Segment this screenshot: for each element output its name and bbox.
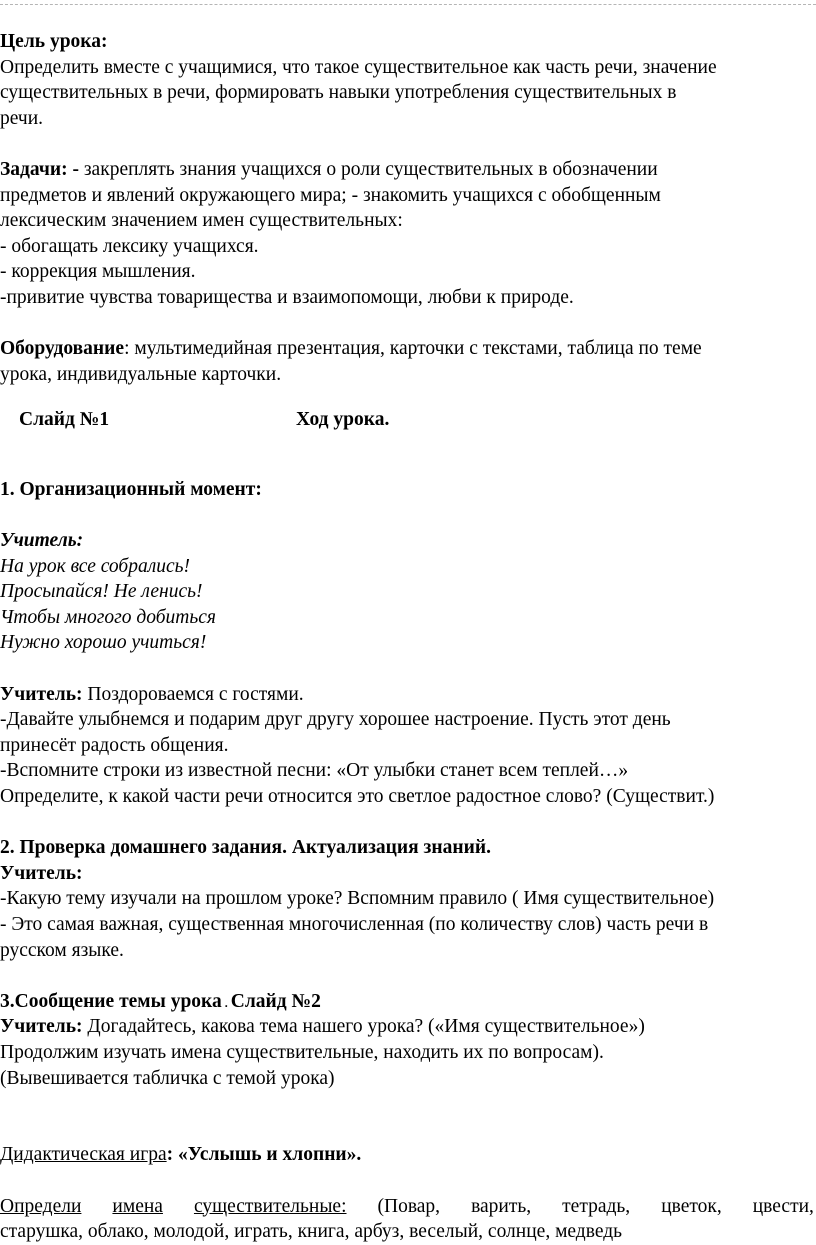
poem-line: Нужно хорошо учиться! (0, 632, 207, 654)
equipment-heading: Оборудование (0, 338, 125, 360)
game-label: Дидактическая игра (0, 1144, 167, 1166)
section1-line: -Давайте улыбнемся и подарим друг другу хорошее настроение. Пусть этот день (0, 709, 671, 731)
game-task-word: существительные: (193, 1195, 347, 1217)
game-word: цвести, (752, 1195, 814, 1217)
section3-teacher-line: Учитель: Догадайтесь, какова тема нашего урока? («Имя существительное») (0, 1016, 645, 1038)
section1-teacher2-label: Учитель: (0, 683, 83, 705)
section2-line: -Какую тему изучали на прошлом уроке? Вспомним правило ( Имя существительное) (0, 888, 715, 910)
lesson-progress-title: Ход урока. (296, 409, 390, 431)
game-title-line (0, 1142, 816, 1168)
goal-line: существительных в речи, формировать навыки употребления существительных в (0, 82, 677, 104)
game-task-word: Определи (0, 1195, 82, 1217)
game-word: цветок, (661, 1195, 722, 1217)
slide1-label: Слайд №1 (19, 409, 110, 431)
goal-heading: Цель урока: (0, 31, 108, 52)
game-word: варить, (471, 1195, 532, 1217)
game-task-line (0, 1194, 814, 1220)
poem-line: Просыпайся! Не ленись! (0, 581, 203, 603)
tasks-line: - обогащать лексику учащихся. (0, 235, 259, 257)
section3-line: Продолжим изучать имена существительные, находить их по вопросам). (0, 1041, 604, 1063)
tasks-first-line: Задачи: - закреплять знания учащихся о роли существительных в обозначении (0, 158, 658, 180)
section3-heading-row: 3.Сообщение темы урока . Слайд №2 (0, 990, 321, 1012)
section1-line: Определите, к какой части речи относится это светлое радостное слово? (Существит.) (0, 786, 715, 808)
page-top-border (0, 4, 816, 5)
slide2-label: Слайд №2 (230, 990, 321, 1012)
game-word: (Повар, (377, 1195, 441, 1217)
poem-line: Чтобы многого добиться (0, 606, 216, 628)
tasks-line: - коррекция мышления. (0, 261, 196, 283)
tasks-heading: Задачи: - (0, 158, 79, 180)
tasks-line: лексическим значением имен существительных: (0, 210, 403, 232)
section2-line: - Это самая важная, существенная многочисленная (по количеству слов) часть речи в (0, 914, 709, 935)
slide1-row (0, 407, 816, 433)
section3-heading: 3.Сообщение темы урока (0, 990, 222, 1012)
section3-teacher-label: Учитель: (0, 1016, 83, 1038)
section2-teacher-label: Учитель: (0, 862, 83, 884)
section1-teacher-line: Учитель: Поздороваемся с гостями. (0, 683, 304, 705)
section1-heading: 1. Организационный момент: (0, 478, 262, 500)
game-words-line: старушка, облако, молодой, играть, книга, арбуз, веселый, солнце, медведь (0, 1221, 623, 1243)
tasks-line: предметов и явлений окружающего мира; - знакомить учащихся с обобщенным (0, 184, 661, 206)
equipment-line: урока, индивидуальные карточки. (0, 363, 282, 385)
section1-teacher-label: Учитель: (0, 530, 84, 552)
goal-line: речи. (0, 107, 44, 129)
tasks-line: -привитие чувства товарищества и взаимопомощи, любви к природе. (0, 286, 574, 308)
section2-heading: 2. Проверка домашнего задания. Актуализация знаний. (0, 837, 491, 859)
game-title: : «Услышь и хлопни». (166, 1144, 362, 1166)
game-word: тетрадь, (562, 1195, 631, 1217)
section1-line: -Вспомните строки из известной песни: «От улыбки станет всем теплей…» (0, 760, 629, 782)
equipment-first-line: Оборудование: мультимедийная презентация, карточки с текстами, таблица по теме (0, 338, 702, 360)
poem-line: На урок все собрались! (0, 555, 190, 577)
document-body (0, 29, 816, 1245)
section2-line: русском языке. (0, 939, 124, 961)
section3-line: (Вывешивается табличка с темой урока) (0, 1067, 335, 1089)
game-task-word: имена (112, 1195, 163, 1217)
goal-line: Определить вместе с учащимися, что такое существительное как часть речи, значение (0, 56, 717, 78)
section1-line: принесёт радость общения. (0, 734, 229, 756)
